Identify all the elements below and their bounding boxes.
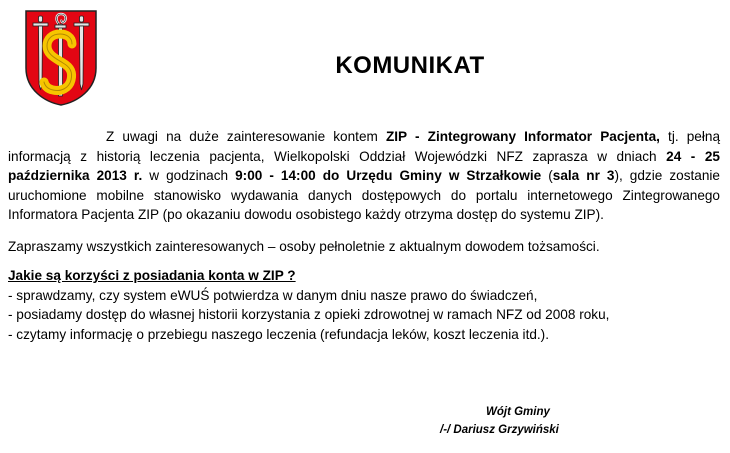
signature-block bbox=[440, 403, 620, 439]
intro-text-5: ), gdzie zostanie uruchomione mobilne stanowisko wydawania danych dostępowych do portalu internetowego Zintegrowanego Informatora Pacjenta ZIP (po okazaniu dowodu osobistego każdy otrzyma dostęp do systemu ZIP). bbox=[8, 168, 720, 222]
intro-paragraph bbox=[8, 127, 720, 225]
intro-date: 24 - 25 października 2013 r. bbox=[8, 148, 720, 183]
benefit-item: - posiadamy dostęp do własnej historii korzystania z opieki zdrowotnej w ramach NFZ od 2008 roku, bbox=[8, 307, 610, 322]
intro-text-1: Z uwagi na duże zainteresowanie kontem bbox=[106, 129, 386, 144]
intro-text-3: w godzinach bbox=[142, 168, 236, 183]
announcement-body bbox=[8, 127, 720, 344]
invitation-paragraph: Zapraszamy wszystkich zainteresowanych – osoby pełnoletnie z aktualnym dowodem tożsamości. bbox=[8, 238, 600, 254]
benefit-item: - czytamy informację o przebiegu naszego leczenia (refundacja leków, koszt leczenia itd.). bbox=[8, 326, 549, 342]
signature-role: Wójt Gminy bbox=[486, 406, 550, 418]
intro-zip-name: ZIP - Zintegrowany Informator Pacjenta, bbox=[385, 129, 660, 144]
intro-text-2: tj. pełną informacją z historią leczenia pacjenta, Wielkopolski Oddział Wojewódzki NFZ zaprasza w dniach bbox=[8, 129, 721, 164]
benefits-section bbox=[8, 266, 720, 344]
benefits-heading: Jakie są korzyści z posiadania konta w ZIP ? bbox=[8, 268, 296, 283]
intro-hours-location: 9:00 - 14:00 do Urzędu Gminy w Strzałkowie bbox=[235, 168, 542, 183]
intro-room: sala nr 3 bbox=[552, 168, 615, 183]
benefit-item: - sprawdzamy, czy system eWUŚ potwierdza w danym dniu nasze prawo do świadczeń, bbox=[8, 287, 538, 303]
intro-text-4: ( bbox=[541, 168, 553, 183]
signature-name: /-/ Dariusz Grzywiński bbox=[440, 424, 559, 436]
page-title: KOMUNIKAT bbox=[335, 52, 485, 79]
